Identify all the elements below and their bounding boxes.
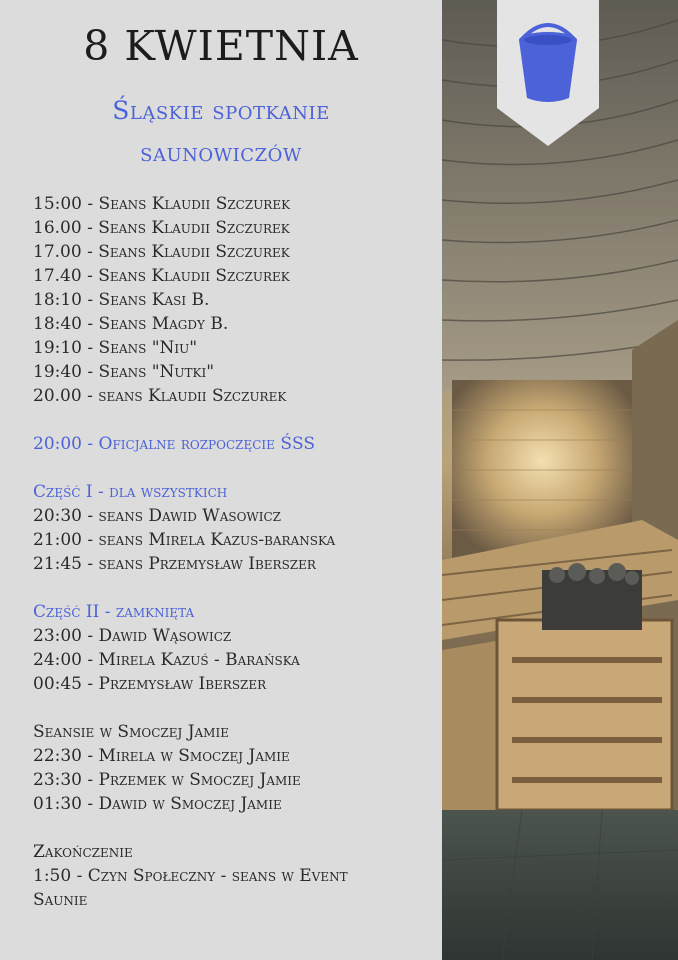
schedule-item: 17.40 - Seans Klaudii Szczurek — [33, 266, 290, 286]
subtitle-line-2: saunowiczów — [140, 138, 302, 167]
schedule-item: 18:10 - Seans Kasi B. — [33, 290, 210, 310]
page-title: 8 KWIETNIA — [83, 22, 359, 70]
bucket-badge — [497, 0, 599, 146]
dragon-heading: Seansie w Smoczej Jamie — [33, 722, 229, 742]
part2-heading: Część II - zamknięta — [33, 602, 195, 622]
schedule-item: 15:00 - Seans Klaudii Szczurek — [33, 194, 291, 214]
schedule-item: 24:00 - Mirela Kazuś - Barańska — [33, 650, 300, 670]
schedule-item: 19:40 - Seans "Nutki" — [33, 362, 215, 382]
schedule-item: 00:45 - Przemysław Iberszer — [33, 674, 267, 694]
schedule-item: 16.00 - Seans Klaudii Szczurek — [33, 218, 290, 238]
schedule-item: 22:30 - Mirela w Smoczej Jamie — [33, 746, 290, 766]
ending-item-line-1: 1:50 - Czyn Społeczny - seans w Event — [33, 866, 348, 886]
bucket-icon — [519, 25, 577, 102]
schedule-item: 20.00 - seans Klaudii Szczurek — [33, 386, 287, 406]
schedule-item: 23:00 - Dawid Wąsowicz — [33, 626, 232, 646]
schedule-item: 21:45 - seans Przemysław Iberszer — [33, 554, 316, 574]
opening-item: 20:00 - Oficjalne rozpoczęcie ŚSS — [33, 434, 315, 454]
ending-heading: Zakończenie — [33, 842, 133, 862]
schedule-item: 23:30 - Przemek w Smoczej Jamie — [33, 770, 301, 790]
schedule-item: 21:00 - seans Mirela Kazus-baranska — [33, 530, 336, 550]
schedule-item: 17.00 - Seans Klaudii Szczurek — [33, 242, 290, 262]
schedule-item: 01:30 - Dawid w Smoczej Jamie — [33, 794, 282, 814]
event-subtitle — [0, 90, 442, 174]
subtitle-line-1: Śląskie spotkanie — [112, 96, 330, 125]
schedule-item: 19:10 - Seans "Niu" — [33, 338, 198, 358]
schedule-list — [33, 192, 433, 912]
ending-item-line-2: Saunie — [33, 890, 88, 910]
schedule-item: 20:30 - seans Dawid Wasowicz — [33, 506, 282, 526]
part1-heading: Część I - dla wszystkich — [33, 482, 228, 502]
schedule-item: 18:40 - Seans Magdy B. — [33, 314, 229, 334]
